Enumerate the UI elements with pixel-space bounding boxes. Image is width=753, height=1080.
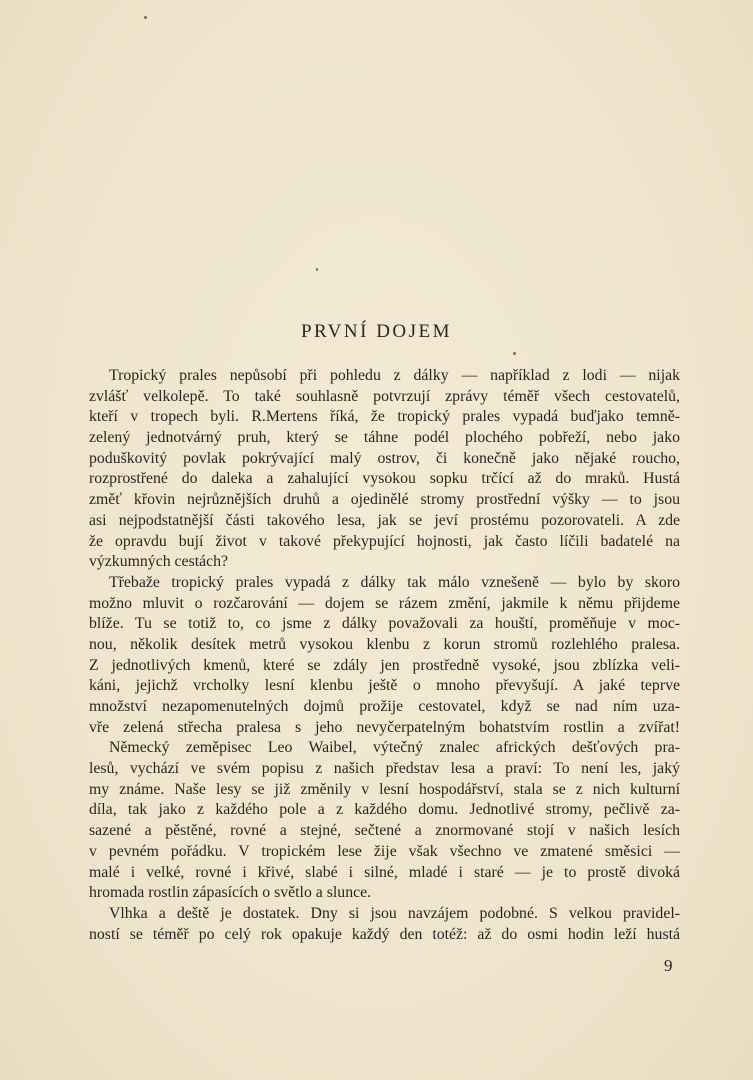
text-line: nou, několik desítek metrů vysokou klenbu z korun stromů rozlehlého pralesa. xyxy=(89,635,680,653)
text-line: káni, jejichž vrcholky lesní klenbu ještě o mnoho převyšují. A jaké teprve xyxy=(89,677,680,695)
text-line: množství nezapomenutelných dojmů prožije cestovatel, když se nad ním uza- xyxy=(89,698,680,715)
text-line: my známe. Naše lesy se již změnily v lesní hospodářství, stala se z nich kulturní xyxy=(89,780,680,798)
text-line: v pevném pořádku. V tropickém lese žije však všechno ve zmatené směsici — xyxy=(89,842,680,860)
text-line: že opravdu bují život v takové překypující hojnosti, jak často líčili badatelé na xyxy=(89,532,680,550)
text-line: hromada rostlin zápasících o světlo a slunce. xyxy=(89,884,372,902)
text-line: zelený jednotvárný pruh, který se táhne podél plochého pobřeží, nebo jako xyxy=(89,429,680,447)
chapter-title: PRVNÍ DOJEM xyxy=(300,321,453,342)
text-line: zvlášť velkolepě. To také souhlasně potvrzují zprávy téměř všech cestovatelů, xyxy=(89,387,680,405)
text-line: Tropický prales nepůsobí při pohledu z dálky — například z lodi — nijak xyxy=(109,367,680,384)
text-line: díla, tak jako z každého pole a z každého domu. Jednotlivé stromy, pečlivě za- xyxy=(89,801,680,819)
text-line: Z jednotlivých kmenů, které se zdály jen prostředně vysoké, jsou zblízka veli- xyxy=(89,656,680,674)
text-line: poduškovitý povlak pokrývající malý ostrov, či konečně jako nějaké roucho, xyxy=(89,449,680,467)
text-line: sazené a pěstěné, rovné a stejné, sečtené a znormované stojí v našich lesích xyxy=(89,822,680,840)
paper-speck xyxy=(144,16,147,19)
body-text xyxy=(89,366,680,945)
text-line: ností se téměř po celý rok opakuje každý den totéž: až do osmi hodin leží hustá xyxy=(89,925,680,943)
text-line: Německý zeměpisec Leo Waibel, výtečný znalec afrických dešťových pra- xyxy=(109,739,680,757)
text-line: rozprostřené do daleka a zahalující vysokou sopku trčící až do mraků. Hustá xyxy=(89,470,680,488)
text-line: blíže. Tu se totiž to, co jsme z dálky považovali za houští, proměňuje v moc- xyxy=(89,615,680,633)
paper-speck xyxy=(513,352,516,355)
text-line: asi nejpodstatnější části takového lesa, jak se jeví prostému pozorovateli. A zde xyxy=(89,511,680,529)
text-line: změť křovin nejrůznějších druhů a ojedinělé stromy prostřední výšky — to jsou xyxy=(89,491,680,509)
text-line: malé i velké, rovné i křivé, slabé i silné, mladé i staré — je to prostě divoká xyxy=(89,863,680,881)
text-line: kteří v tropech byli. R.Mertens říká, že tropický prales vypadá buďjako temně- xyxy=(89,408,680,426)
text-line: lesů, vychází ve svém popisu z našich představ lesa a praví: To není les, jaký xyxy=(89,760,680,778)
page-number: 9 xyxy=(664,956,673,975)
text-line: Třebaže tropický prales vypadá z dálky tak málo vznešeně — bylo by skoro xyxy=(109,573,680,591)
text-line: Vlhka a deště je dostatek. Dny si jsou navzájem podobné. S velkou pravidel- xyxy=(109,904,680,922)
text-line: možno mluvit o rozčarování — dojem se rázem změní, jakmile k němu přijdeme xyxy=(89,594,680,612)
text-line: výzkumných cestách? xyxy=(89,553,229,571)
text-line: vře zelená střecha pralesa s jeho nevyčerpatelným bohatstvím rostlin a zvířat! xyxy=(89,718,680,736)
paper-speck xyxy=(316,268,318,271)
